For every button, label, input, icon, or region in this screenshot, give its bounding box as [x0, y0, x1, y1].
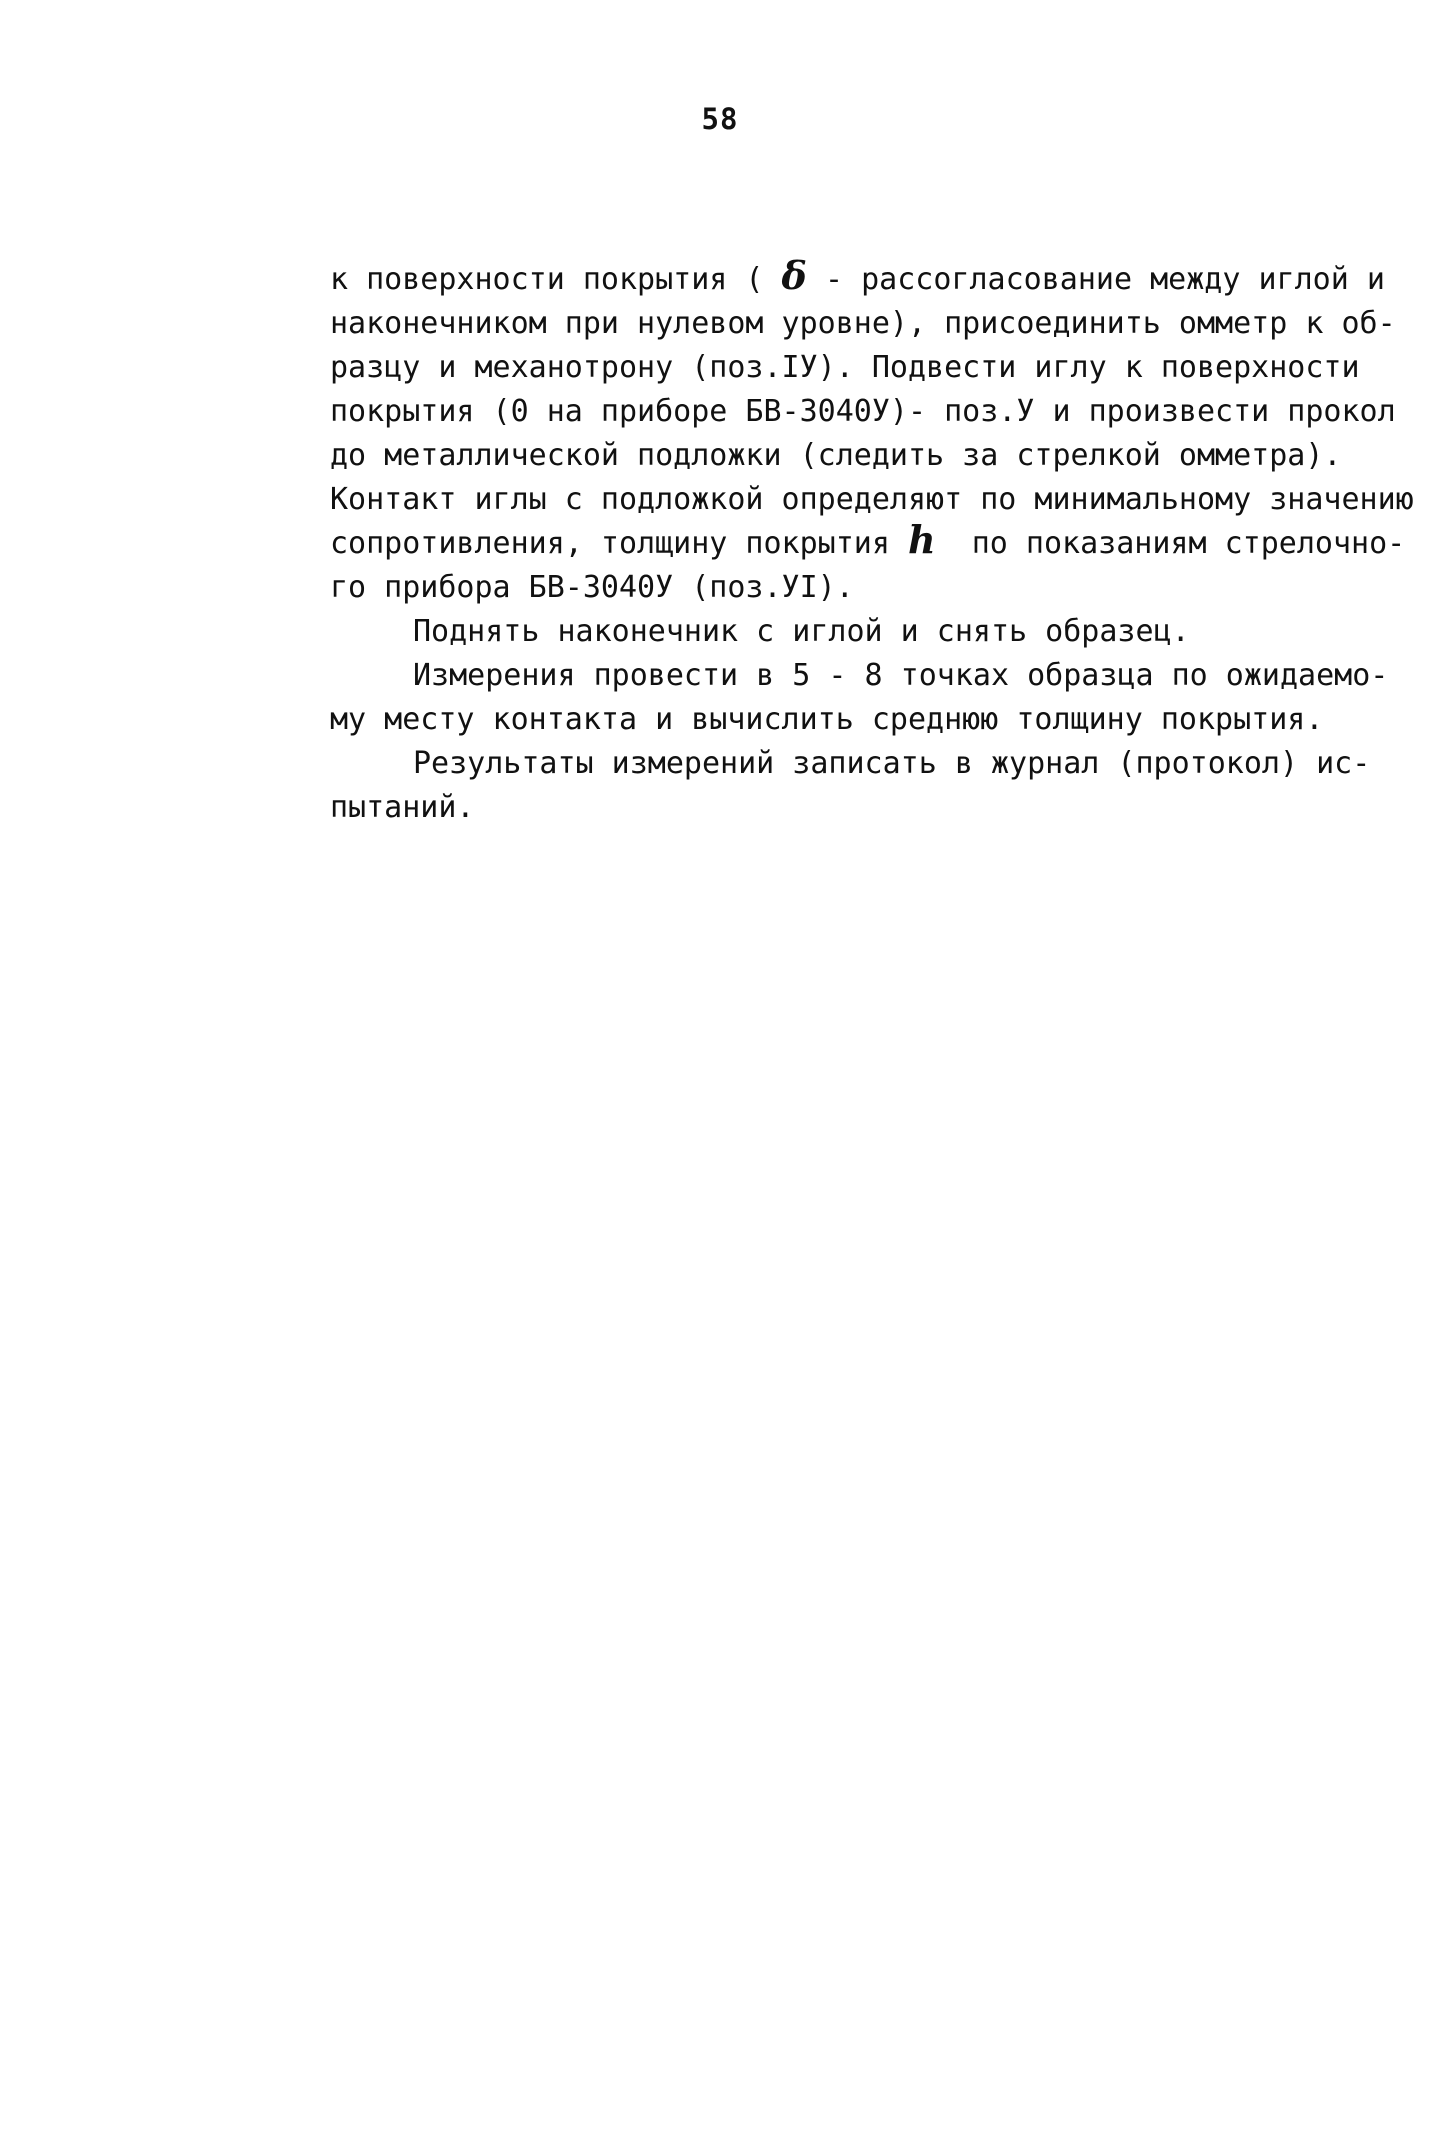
text-line — [330, 434, 1400, 478]
text-line — [330, 786, 1400, 830]
text-line — [330, 478, 1414, 522]
text-segment: разцу и механотрону (поз.IУ). Подвести иглу к поверхности — [330, 350, 1360, 385]
text-segment: сопротивления, толщину покрытия — [330, 526, 908, 561]
text-line — [330, 610, 1400, 654]
text-line — [330, 566, 1400, 610]
text-line — [330, 742, 1400, 786]
text-line — [330, 302, 1400, 346]
text-line — [330, 346, 1400, 390]
text-line — [330, 654, 1400, 698]
paragraph — [330, 610, 1400, 654]
page-number: 58 — [701, 102, 739, 136]
text-segment: покрытия (0 на приборе БВ-3040У)- поз.У и произвести прокол — [330, 394, 1396, 429]
text-segment: го прибора БВ-3040У (поз.УI). — [330, 570, 854, 605]
text-segment: Контакт иглы с подложкой определяют по минимальному значению — [330, 482, 1414, 517]
text-segment: Результаты измерений записать в журнал (протокол) ис- — [413, 746, 1371, 781]
text-line — [330, 253, 1400, 302]
text-line — [330, 698, 1400, 742]
paragraph — [330, 654, 1400, 742]
text-segment: Измерения провести в 5 - 8 точках образца по ожидаемо- — [413, 658, 1389, 693]
math-symbol: h — [907, 517, 936, 562]
text-line — [330, 517, 1406, 566]
text-segment: до металлической подложки (следить за стрелкой омметра). — [330, 438, 1342, 473]
text-segment: наконечником при нулевом уровне), присоединить омметр к об- — [330, 306, 1396, 341]
paragraph — [330, 253, 1414, 610]
text-segment: к поверхности покрытия ( — [330, 262, 782, 297]
body-text — [330, 253, 1414, 830]
text-segment: пытаний. — [330, 790, 475, 825]
text-segment: - рассогласование между иглой и — [806, 262, 1385, 297]
text-segment: по показаниям стрелочно- — [935, 526, 1406, 561]
text-line — [330, 390, 1400, 434]
text-segment: му месту контакта и вычислить среднюю толщину покрытия. — [330, 702, 1324, 737]
paragraph — [330, 742, 1400, 830]
math-symbol: δ — [781, 253, 807, 298]
text-segment: Поднять наконечник с иглой и снять образец. — [413, 614, 1190, 649]
